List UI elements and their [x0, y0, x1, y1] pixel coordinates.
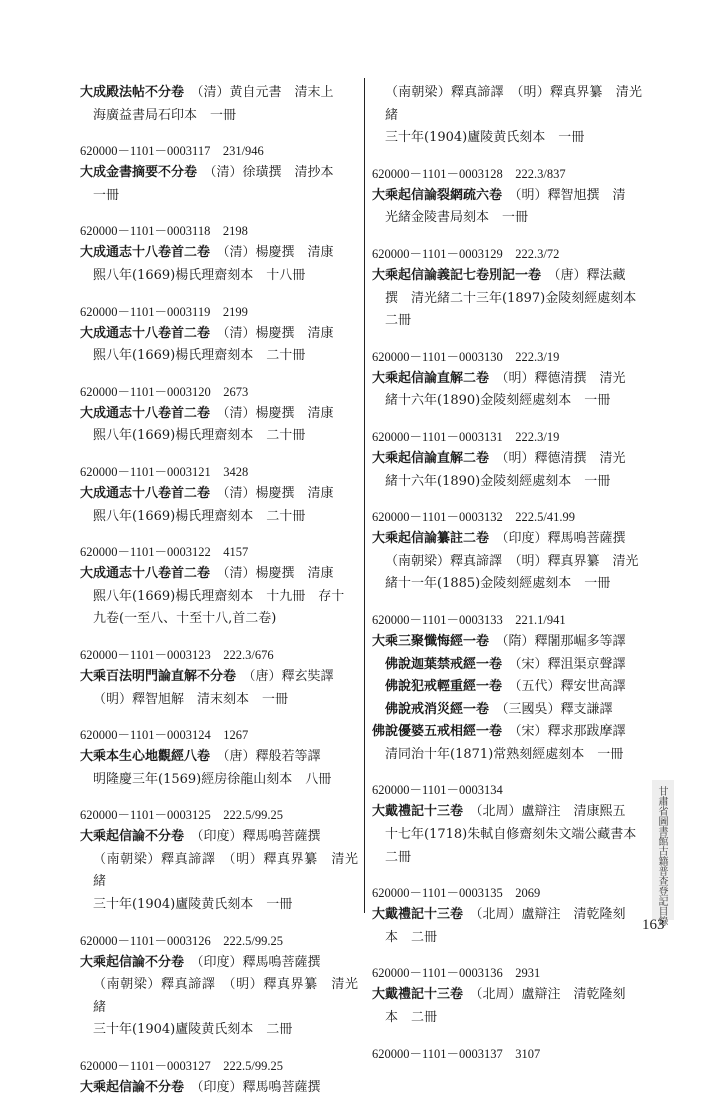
- entry-id: 620000－1101－0003134: [372, 783, 503, 798]
- entry-id: 620000－1101－0003123 222.3/676: [80, 647, 274, 662]
- entry-title: 大戴禮記十三卷: [372, 907, 464, 923]
- entry-details: （明）釋德清撰 清光: [502, 450, 626, 466]
- entry-title: 大戴禮記十三卷: [372, 987, 464, 1003]
- entry-title: 大戴禮記十三卷: [372, 804, 464, 820]
- entry-id: 620000－1101－0003122 4157: [80, 545, 249, 560]
- entry-details: （清）楊慶撰 清康: [223, 245, 334, 261]
- catalog-entry: [372, 265, 642, 288]
- entry-id: 620000－1101－0003131 222.3/19: [372, 429, 560, 444]
- entry-details: （唐）釋玄奘譯: [249, 668, 334, 684]
- catalog-entry: [372, 631, 642, 654]
- left-column: [80, 82, 358, 1100]
- entry-details: （南朝梁）釋真諦譯 （明）釋真界纂 清光緒: [93, 977, 358, 1015]
- entry-id: 620000－1101－0003132 222.5/41.99: [372, 510, 576, 525]
- entry-id: 620000－1101－0003130 222.3/19: [372, 349, 560, 364]
- catalog-entry: [372, 721, 642, 744]
- catalog-entry: [372, 904, 642, 927]
- entry-details: （唐）釋般若等譯: [223, 749, 321, 765]
- entry-id: 620000－1101－0003133 221.1/941: [372, 612, 566, 627]
- catalog-entry: [80, 82, 358, 105]
- entry-title: 大成通志十八卷首二卷: [80, 566, 211, 582]
- entry-title: 佛說優婆五戒相經一卷: [372, 724, 503, 740]
- entry-id: 620000－1101－0003119 2199: [80, 304, 248, 319]
- catalog-entry: [372, 699, 642, 722]
- entry-details: （北周）盧辯注 清乾隆刻: [476, 907, 626, 923]
- entry-id: 620000－1101－0003126 222.5/99.25: [80, 933, 284, 948]
- entry-id: 620000－1101－0003129 222.3/72: [372, 246, 560, 261]
- entry-details: （清）徐璜撰 清抄本: [210, 165, 334, 181]
- entry-title: 佛說戒消災經一卷: [385, 701, 490, 717]
- catalog-entry: [80, 403, 358, 426]
- entry-id: 620000－1101－0003117 231/946: [80, 144, 264, 159]
- catalog-entry: [80, 746, 358, 769]
- catalog-entry: [372, 448, 642, 471]
- entry-details: 三十年(1904)廬陵黄氏刻本 二冊: [93, 1022, 293, 1038]
- entry-details: （南朝梁）釋真諦譯 （明）釋真界纂 清光緒: [93, 851, 358, 890]
- entry-details: 十七年(1718)朱軾自修齋刻朱文端公藏書本: [385, 827, 637, 843]
- entry-details: （印度）釋馬鳴菩薩撰: [502, 531, 626, 547]
- entry-details: 明隆慶三年(1569)經房徐龍山刻本 八冊: [93, 771, 332, 787]
- column-divider: [364, 78, 365, 913]
- entry-details: 清同治十年(1871)常熟刻經處刻本 一冊: [385, 746, 624, 762]
- entry-id: 620000－1101－0003124 1267: [80, 728, 249, 743]
- entry-details: （宋）釋沮渠京聲譯: [515, 656, 626, 672]
- catalog-entry: [80, 952, 358, 975]
- entry-details: （明）釋智旭撰 清: [515, 187, 626, 203]
- catalog-entry: [80, 1077, 358, 1100]
- entry-title: 大乘起信論不分卷: [80, 954, 185, 970]
- entry-details: 三十年(1904)廬陵黄氏刻本 一冊: [385, 130, 585, 146]
- running-title: 甘肅省圖書館古籍普查登記目錄: [656, 786, 667, 926]
- catalog-entry: [372, 801, 642, 824]
- entry-details: 本 二冊: [385, 1010, 438, 1026]
- entry-details: 熙八年(1669)楊氏理齋刻本 十九冊 存十: [93, 588, 345, 604]
- entry-title: 大乘起信論纂註二卷: [372, 531, 490, 547]
- entry-id: 620000－1101－0003136 2931: [372, 966, 541, 981]
- entry-title: 大乘百法明門論直解不分卷: [80, 668, 237, 684]
- entry-details: （印度）釋馬鳴菩薩撰: [197, 829, 321, 845]
- entry-details: 緒十一年(1885)金陵刻經處刻本 一冊: [385, 576, 611, 592]
- entry-id: 620000－1101－0003135 2069: [372, 886, 541, 901]
- entry-title: 大乘起信論義記七卷別記一卷: [372, 267, 542, 283]
- entry-title: 佛說犯戒輕重經一卷: [385, 679, 503, 695]
- entry-details: 本 二冊: [385, 929, 438, 945]
- entry-details: 熙八年(1669)楊氏理齋刻本 二十冊: [93, 508, 306, 524]
- entry-title: 大成通志十八卷首二卷: [80, 325, 211, 341]
- catalog-entry: [80, 323, 358, 346]
- entry-details: 二冊: [385, 313, 412, 329]
- right-column: [372, 82, 642, 1065]
- entry-details: （北周）盧辯注 清康熙五: [476, 804, 626, 820]
- entry-details: （清）楊慶撰 清康: [223, 405, 334, 421]
- entry-details: 九卷(一至八、十至十八,首二卷): [93, 611, 277, 627]
- entry-id: 620000－1101－0003120 2673: [80, 384, 249, 399]
- entry-details: 光緒金陵書局刻本 一冊: [385, 210, 529, 226]
- entry-details: （清）楊慶撰 清康: [223, 325, 334, 341]
- entry-title: 大乘三聚懺悔經一卷: [372, 633, 490, 649]
- entry-title: 大成殿法帖不分卷: [80, 85, 185, 100]
- entry-details: 緒十六年(1890)金陵刻經處刻本 一冊: [385, 473, 611, 489]
- entry-id: 620000－1101－0003128 222.3/837: [372, 166, 566, 181]
- entry-details: 三十年(1904)廬陵黄氏刻本 一冊: [93, 897, 293, 913]
- entry-id: 620000－1101－0003121 3428: [80, 464, 249, 479]
- entry-details: 熙八年(1669)楊氏理齋刻本 十八冊: [93, 267, 306, 283]
- entry-details: （宋）釋求那跋摩譯: [515, 724, 626, 740]
- entry-details: 二冊: [385, 849, 412, 865]
- entry-title: 大成通志十八卷首二卷: [80, 405, 211, 421]
- catalog-entry: [80, 242, 358, 265]
- entry-details: （唐）釋法藏: [554, 267, 626, 283]
- catalog-entry: [80, 826, 358, 849]
- entry-title: 大乘本生心地觀經八卷: [80, 749, 211, 765]
- catalog-entry: [80, 162, 358, 185]
- entry-details: （明）釋智旭解 清末刻本 一冊: [93, 691, 289, 707]
- entry-details: （印度）釋馬鳴菩薩撰: [197, 1080, 321, 1096]
- catalog-entry: [80, 483, 358, 506]
- entry-details: 撰 清光緒二十三年(1897)金陵刻經處刻本: [385, 290, 637, 306]
- entry-title: 大成金書摘要不分卷: [80, 165, 198, 181]
- catalog-entry: [372, 984, 642, 1007]
- entry-details: 海廣益書局石印本 一冊: [93, 107, 237, 123]
- page-number: 163: [642, 917, 665, 933]
- entry-details: 緒十六年(1890)金陵刻經處刻本 一冊: [385, 393, 611, 409]
- entry-details: （南朝梁）釋真諦譯 （明）釋真界纂 清光: [385, 553, 639, 569]
- entry-title: 大成通志十八卷首二卷: [80, 485, 211, 501]
- catalog-entry: [372, 368, 642, 391]
- entry-title: 佛說迦葉禁戒經一卷: [385, 656, 503, 672]
- entry-details: （北周）盧辯注 清乾隆刻: [476, 987, 626, 1003]
- entry-details: （五代）釋安世高譯: [515, 679, 626, 695]
- entry-details: （清）楊慶撰 清康: [223, 566, 334, 582]
- entry-title: 大乘起信論不分卷: [80, 829, 185, 845]
- entry-details: （南朝梁）釋真諦譯 （明）釋真界纂 清光緒: [385, 85, 642, 123]
- catalog-entry: [80, 666, 358, 689]
- entry-details: （印度）釋馬鳴菩薩撰: [197, 954, 321, 970]
- catalog-entry: [80, 563, 358, 586]
- entry-id: 620000－1101－0003125 222.5/99.25: [80, 808, 284, 823]
- entry-id: 620000－1101－0003127 222.5/99.25: [80, 1059, 284, 1074]
- entry-id: 620000－1101－0003137 3107: [372, 1046, 541, 1061]
- catalog-entry: [372, 185, 642, 208]
- entry-details: （隋）釋闍那崛多等譯: [502, 633, 626, 649]
- entry-id: 620000－1101－0003118 2198: [80, 224, 248, 239]
- entry-details: （三國吳）釋支謙譯: [502, 701, 613, 717]
- entry-details: 熙八年(1669)楊氏理齋刻本 二十冊: [93, 428, 306, 444]
- catalog-entry: [372, 676, 642, 699]
- entry-details: 一冊: [93, 187, 120, 203]
- entry-title: 大乘起信論裂網疏六卷: [372, 187, 503, 203]
- entry-details: 熙八年(1669)楊氏理齋刻本 二十冊: [93, 348, 306, 364]
- entry-title: 大成通志十八卷首二卷: [80, 245, 211, 261]
- catalog-entry: [372, 528, 642, 551]
- entry-details: （清）楊慶撰 清康: [223, 485, 334, 501]
- entry-details: （清）黄自元書 清末上: [197, 85, 334, 100]
- entry-title: 大乘起信論直解二卷: [372, 450, 490, 466]
- catalog-entry: [372, 654, 642, 677]
- entry-title: 大乘起信論不分卷: [80, 1080, 185, 1096]
- entry-title: 大乘起信論直解二卷: [372, 370, 490, 386]
- entry-details: （明）釋德清撰 清光: [502, 370, 626, 386]
